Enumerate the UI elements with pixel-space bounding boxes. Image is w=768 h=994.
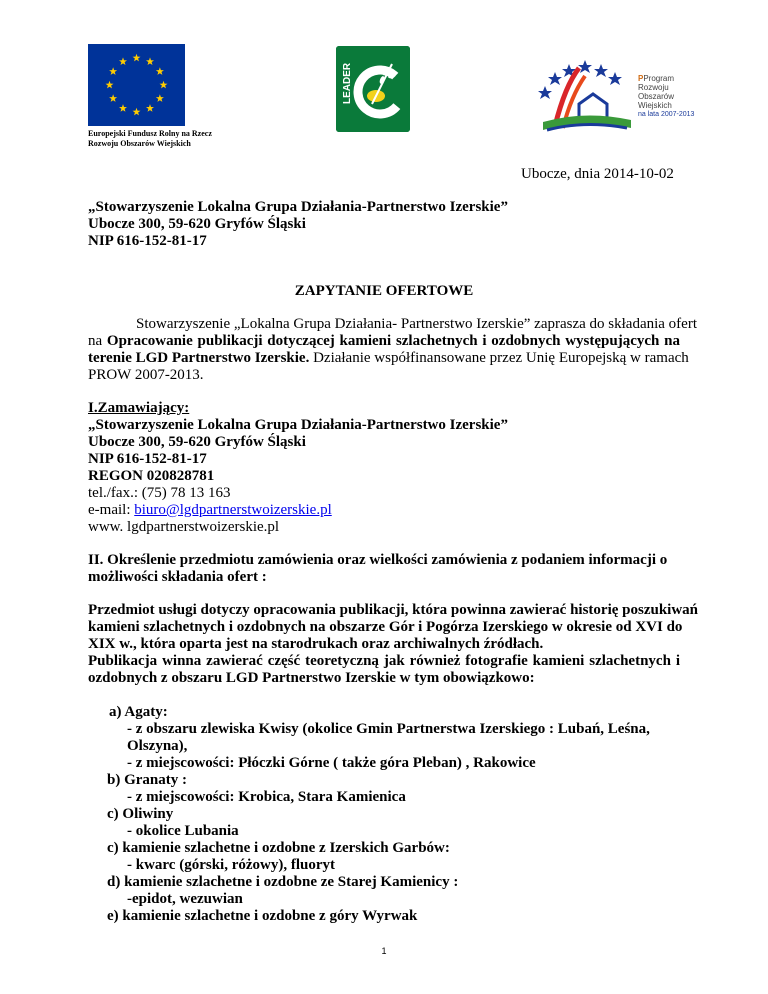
eu-caption-line-1: Europejski Fundusz Rolny na Rzecz — [88, 129, 212, 138]
list-item: c) kamienie szlachetne i ozdobne z Izerskich Garbów: — [107, 840, 450, 856]
page-number: 1 — [381, 946, 387, 956]
eu-star-icon — [109, 94, 117, 102]
list-item: - z miejscowości: Płóczki Górne ( także góra Pleban) , Rakowice — [127, 755, 536, 771]
intro-line-3 — [88, 350, 689, 367]
header-org-name: „Stowarzyszenie Lokalna Grupa Działania-Partnerstwo Izerskie” — [88, 199, 508, 215]
eu-star-icon — [160, 81, 168, 89]
zamawiajacy-regon: REGON 020828781 — [88, 468, 215, 484]
zamawiajacy-tel: tel./fax.: (75) 78 13 163 — [88, 485, 231, 501]
list-item: - z obszaru zlewiska Kwisy (okolice Gmin Partnerstwa Izerskiego : Lubań, Leśna, — [127, 721, 650, 737]
intro-line-2-bold: Opracowanie publikacji dotyczącej kamieni szlachetnych i ozdobnych występujących na — [106, 333, 680, 349]
place-date: Ubocze, dnia 2014-10-02 — [521, 166, 674, 182]
eu-star-icon — [156, 67, 164, 75]
prow-text-1: Program — [643, 74, 675, 83]
leader-logo — [336, 46, 410, 132]
section2-para-line-5: ozdobnych z obszaru LGD Partnerstwo Izerskie w tym obowiązkowo: — [88, 670, 535, 686]
list-item: -epidot, wezuwian — [127, 891, 243, 907]
header-address: Ubocze 300, 59-620 Gryfów Śląski — [88, 216, 306, 232]
intro-line-2-prefix: na — [88, 333, 107, 349]
zamawiajacy-nip: NIP 616-152-81-17 — [88, 451, 207, 467]
section2-heading-line-2: możliwości składania ofert : — [88, 569, 267, 585]
intro-line-3-rest: Działanie współfinansowane przez Unię Europejską w ramach — [309, 350, 689, 366]
document-title: ZAPYTANIE OFERTOWE — [294, 283, 474, 299]
eu-flag-logo — [88, 44, 185, 126]
eu-star-icon — [119, 57, 127, 65]
eu-star-icon — [109, 67, 117, 75]
header-nip: NIP 616-152-81-17 — [88, 233, 207, 249]
list-item: e) kamienie szlachetne i ozdobne z góry Wyrwak — [107, 908, 418, 924]
section2-heading-line-1: II. Określenie przedmiotu zamówienia oraz wielkości zamówienia z podaniem informacji o — [88, 552, 668, 568]
intro-line-1: Stowarzyszenie „Lokalna Grupa Działania- Partnerstwo Izerskie” zaprasza do składania ofert — [136, 316, 697, 332]
list-item: b) Granaty : — [107, 772, 187, 788]
section2-para-line-4: Publikacja winna zawierać część teoretyczną jak również fotografie kamieni szlachetnych i — [88, 653, 680, 669]
prow-text-3: Obszarów — [638, 92, 675, 101]
intro-line-4: PROW 2007-2013. — [88, 367, 204, 383]
eu-star-icon — [156, 94, 164, 102]
email-link[interactable]: biuro@lgdpartnerstwoizerskie.pl — [134, 502, 332, 518]
list-item: c) Oliwiny — [107, 806, 174, 822]
eu-star-icon — [133, 54, 141, 62]
prow-text-2: Rozwoju — [638, 83, 669, 92]
section2-para-line-3: XIX w., która oparta jest na starodrukach oraz archiwalnych źródłach. — [88, 636, 544, 652]
list-item: - kwarc (górski, różowy), fluoryt — [127, 857, 336, 873]
prow-logo — [535, 56, 715, 136]
zamawiajacy-email-row — [88, 502, 332, 519]
list-item: Olszyna), — [127, 738, 188, 754]
eu-star-icon — [106, 81, 114, 89]
list-item: a) Agaty: — [109, 704, 168, 720]
eu-caption-line-2: Rozwoju Obszarów Wiejskich — [88, 139, 191, 148]
list-item: - z miejscowości: Krobica, Stara Kamienica — [127, 789, 406, 805]
zamawiajacy-www: www. lgdpartnerstwoizerskie.pl — [88, 519, 280, 535]
prow-logo-text: PProgram Rozwoju Obszarów Wiejskich na lata 2007-2013 — [638, 74, 695, 118]
email-label: e-mail: — [88, 502, 135, 518]
zamawiajacy-heading: I.Zamawiający: — [88, 400, 190, 416]
intro-line-3-bold: terenie LGD Partnerstwo Izerskie. — [88, 350, 310, 366]
eu-fund-caption — [88, 129, 212, 149]
eu-star-icon — [133, 108, 141, 116]
section2-para-line-1: Przedmiot usługi dotyczy opracowania publikacji, która powinna zawierać historię poszukiwań — [88, 602, 699, 618]
zamawiajacy-address: Ubocze 300, 59-620 Gryfów Śląski — [88, 434, 306, 450]
leader-logo-text: LEADER — [342, 62, 353, 104]
list-item: - okolice Lubania — [127, 823, 239, 839]
prow-text-4: Wiejskich — [638, 101, 672, 110]
zamawiajacy-name: „Stowarzyszenie Lokalna Grupa Działania-Partnerstwo Izerskie” — [88, 417, 508, 433]
eu-star-icon — [146, 57, 154, 65]
eu-star-icon — [146, 104, 154, 112]
prow-text-5: na lata 2007-2013 — [638, 111, 695, 118]
section2-para-line-2: kamieni szlachetnych i ozdobnych na obszarze Gór i Pogórza Izerskiego w okresie od XVI do — [88, 619, 683, 635]
eu-star-icon — [119, 104, 127, 112]
intro-line-2 — [88, 333, 680, 350]
list-item: d) kamienie szlachetne i ozdobne ze Starej Kamienicy : — [107, 874, 459, 890]
